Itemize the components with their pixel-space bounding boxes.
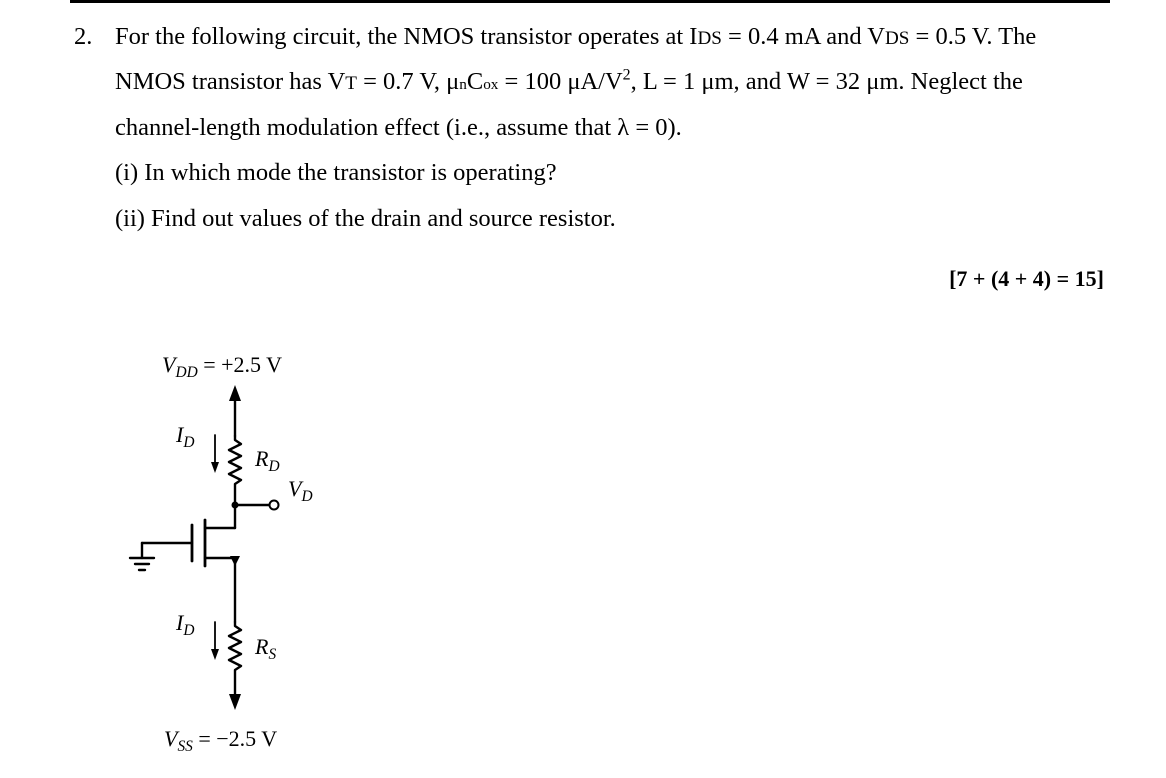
rd-label: $R_D$ (255, 446, 280, 476)
id-top-label: $I_D$ (176, 422, 195, 452)
vss-arrow (229, 694, 241, 710)
question-number: 2. (74, 23, 93, 50)
circuit-svg (110, 340, 370, 770)
drain-node-dot (232, 502, 239, 509)
marks-allocation: [7 + (4 + 4) = 15] (949, 266, 1104, 291)
circuit-diagram (110, 340, 370, 770)
rs-resistor (229, 622, 241, 695)
id-top-arrow-head (211, 462, 219, 473)
top-rule (70, 0, 1110, 3)
vd-terminal (270, 501, 279, 510)
vss-label: $V_{SS} = -2.5$ V (164, 726, 278, 756)
question-line-1: For the following circuit, the NMOS transistor operates at IDS = 0.4 mA and VDS = 0.5 V. The (115, 23, 1037, 50)
vd-label: $V_D$ (288, 476, 313, 506)
source-arrow (230, 556, 240, 566)
question-line-2: NMOS transistor has VT = 0.7 V, μnCox = 100 $\mu A/V^2$, L = 1 μm, and W = 32 μm. Neglect the (115, 66, 1023, 95)
rs-label: $R_S$ (255, 634, 277, 664)
id-bottom-arrow-head (211, 649, 219, 660)
vdd-label: $V_{DD} = +2.5$ V (162, 352, 282, 382)
question-line-3: channel-length modulation effect (i.e., assume that λ = 0). (115, 114, 682, 141)
vdd-arrow (229, 385, 241, 401)
question-part-i: (i) In which mode the transistor is operating? (115, 159, 557, 186)
id-bottom-label: $I_D$ (176, 610, 195, 640)
rd-resistor (229, 436, 241, 505)
question-part-ii: (ii) Find out values of the drain and source resistor. (115, 205, 616, 232)
